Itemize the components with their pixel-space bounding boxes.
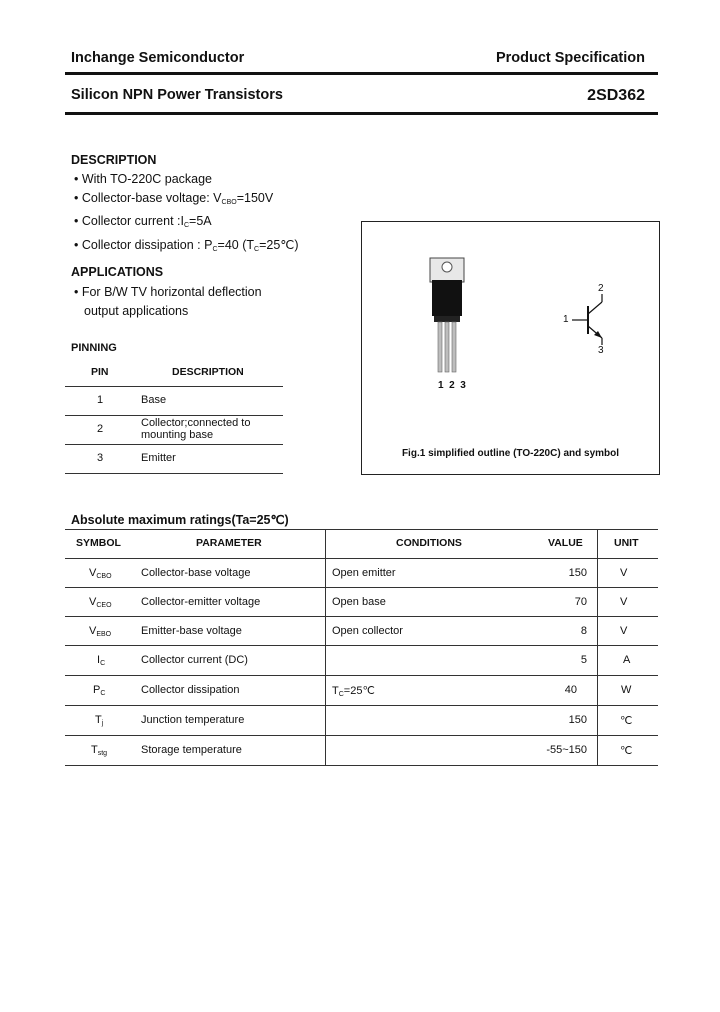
rating-parameter: Collector dissipation: [141, 684, 240, 696]
ratings-col-value: VALUE: [548, 537, 583, 549]
symbol-pin-2: 2: [598, 283, 604, 294]
figure-caption: Fig.1 simplified outline (TO-220C) and symbol: [401, 448, 620, 459]
rating-symbol: $T_{stg}$: [91, 744, 108, 757]
description-item: • With TO-220C package: [74, 172, 213, 186]
rating-unit: ℃: [620, 745, 633, 757]
rating-parameter: Junction temperature: [141, 714, 245, 726]
rating-condition: $T_C=25℃$: [332, 685, 375, 698]
rating-condition: Open emitter: [332, 567, 396, 579]
rating-symbol: $P_C$: [93, 684, 106, 697]
rating-symbol: $T_j$: [95, 714, 104, 727]
ratings-col-conditions: CONDITIONS: [396, 537, 462, 549]
description-heading: DESCRIPTION: [71, 153, 157, 167]
pin-description: Emitter: [141, 452, 176, 464]
rating-symbol: $I_C$: [97, 654, 106, 667]
pinning-row: [65, 386, 283, 415]
rating-symbol: $V_{CBO}$: [89, 567, 112, 580]
ratings-heading: Absolute maximum ratings(Ta=25℃): [71, 513, 289, 527]
rating-parameter: Emitter-base voltage: [141, 625, 242, 637]
rating-unit: W: [621, 684, 632, 696]
rating-value: 40: [564, 684, 577, 696]
ratings-row: [65, 675, 658, 705]
description-item: • Collector dissipation : $P_C=40$ $(T_C=25℃)$: [74, 237, 299, 253]
document-type: Product Specification: [495, 50, 645, 66]
rating-unit: V: [620, 567, 628, 579]
rating-condition: Open collector: [332, 625, 403, 637]
rating-parameter: Storage temperature: [141, 744, 242, 756]
ratings-row: [65, 558, 658, 587]
rating-value: 70: [574, 596, 587, 608]
ratings-row: [65, 616, 658, 645]
ratings-col-unit: UNIT: [614, 537, 639, 549]
description-list: [74, 170, 298, 259]
rating-parameter: Collector-base voltage: [141, 567, 251, 579]
ratings-rule: [65, 529, 658, 530]
header-rule-top: [65, 72, 658, 75]
pinning-rule: [65, 473, 283, 474]
pin-description: Base: [141, 394, 167, 406]
rating-unit: A: [623, 654, 631, 666]
pinning-row: [65, 415, 283, 444]
description-item: • Collector-base voltage: $V_{CBO}=150V$: [74, 190, 274, 206]
pinning-col-description: DESCRIPTION: [172, 366, 244, 378]
pin-number: 1: [97, 394, 104, 406]
rating-value: 150: [568, 714, 587, 726]
symbol-pin-1: 1: [563, 314, 569, 325]
rating-unit: ℃: [620, 715, 633, 727]
ratings-col-symbol: SYMBOL: [76, 537, 121, 549]
header-rule-bottom: [65, 112, 658, 115]
application-line: output applications: [84, 303, 189, 318]
page-subtitle: Silicon NPN Power Transistors: [71, 87, 283, 103]
rating-value: 150: [568, 567, 587, 579]
applications-heading: APPLICATIONS: [71, 265, 164, 279]
part-number: 2SD362: [587, 87, 645, 104]
rating-value: -55~150: [546, 744, 587, 756]
pinning-heading: PINNING: [71, 342, 117, 354]
pinning-row: [65, 444, 283, 473]
rating-unit: V: [620, 625, 628, 637]
description-item: • Collector current $:I_C=5A$: [74, 214, 212, 229]
pin-number: 2: [97, 423, 104, 435]
rating-condition: Open base: [332, 596, 386, 608]
rating-value: 5: [580, 654, 587, 666]
company-name: Inchange Semiconductor: [71, 50, 245, 66]
rating-value: 8: [580, 625, 587, 637]
pin-description: Collector;connected to mounting base: [141, 417, 251, 441]
rating-symbol: $V_{CEO}$: [89, 596, 112, 609]
pinning-col-pin: PIN: [91, 366, 109, 378]
ratings-rule: [65, 765, 658, 766]
pin-number: 3: [97, 452, 104, 464]
application-line: • For B/W TV horizontal deflection: [74, 285, 262, 299]
rating-parameter: Collector current (DC): [141, 654, 248, 666]
ratings-row: [65, 705, 658, 735]
figure-box: [361, 221, 660, 475]
package-outline: [362, 222, 659, 474]
ratings-row: [65, 645, 658, 675]
symbol-pin-3: 3: [598, 345, 604, 356]
ratings-row: [65, 587, 658, 616]
rating-parameter: Collector-emitter voltage: [141, 596, 261, 608]
rating-symbol: $V_{EBO}$: [89, 625, 112, 638]
ratings-row: [65, 735, 658, 765]
rating-unit: V: [620, 596, 628, 608]
package-pin-labels: 1 2 3: [438, 380, 466, 391]
ratings-col-parameter: PARAMETER: [196, 537, 262, 549]
applications-list: [74, 283, 262, 320]
